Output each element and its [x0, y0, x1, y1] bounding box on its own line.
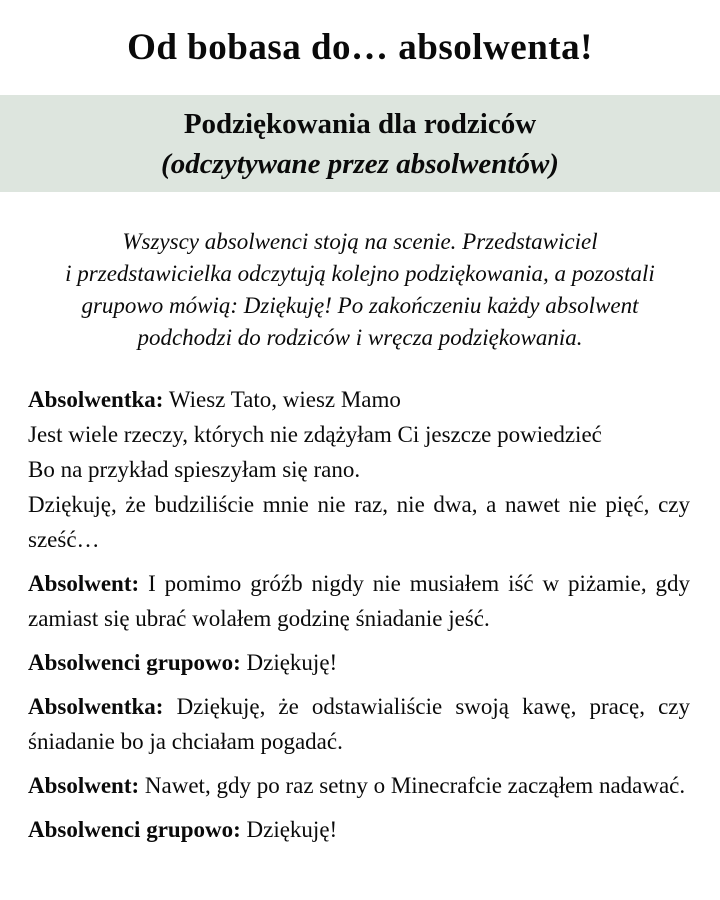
- title-section: [0, 0, 720, 95]
- speech-paragraph: Absolwenci grupowo: Dziękuję!: [28, 650, 338, 675]
- stage-direction: Wszyscy absolwenci stoją na scenie. Przedstawiciel i przedstawicielka odczytują kolejno podziękowania, a pozostali grupowo mówią: Dziękuję! Po zakończeniu każdy absolwent podchodzi do rodziców i wręcza podziękowania.: [65, 229, 655, 350]
- speaker-label: Absolwenci grupowo:: [28, 817, 241, 842]
- banner-heading: Podziękowania dla rodziców: [183, 107, 537, 140]
- page-title: Od bobasa do… absolwenta!: [127, 27, 593, 68]
- speech-paragraph: Absolwenci grupowo: Dziękuję!: [28, 817, 338, 842]
- speaker-label: Absolwentka:: [28, 694, 164, 719]
- speaker-label: Absolwent:: [28, 571, 140, 596]
- speaker-label: Absolwent:: [28, 773, 140, 798]
- speaker-label: Absolwentka:: [28, 387, 164, 412]
- banner-subheading: (odczytywane przez absolwentów): [161, 147, 559, 180]
- script-blocks: [28, 382, 690, 847]
- speech-paragraph: Absolwentka: Wiesz Tato, wiesz Mamo Jest wiele rzeczy, których nie zdążyłam Ci jeszcze powiedzieć Bo na przykład spieszyłam się rano. Dziękuję, że budziliście mnie nie raz, nie dwa, a nawet nie pięć, czy sześć…: [28, 387, 690, 552]
- banner: [0, 95, 720, 192]
- speech-paragraph: Absolwent: Nawet, gdy po raz setny o Minecrafcie zacząłem nadawać.: [28, 773, 686, 798]
- speaker-label: Absolwenci grupowo:: [28, 650, 241, 675]
- speech-paragraph: Absolwentka: Dziękuję, że odstawialiście swoją kawę, pracę, czy śniadanie bo ja chciałam pogadać.: [28, 694, 690, 754]
- speech-paragraph: Absolwent: I pomimo gróźb nigdy nie musiałem iść w piżamie, gdy zamiast się ubrać wolałem godzinę śniadanie jeść.: [28, 571, 690, 631]
